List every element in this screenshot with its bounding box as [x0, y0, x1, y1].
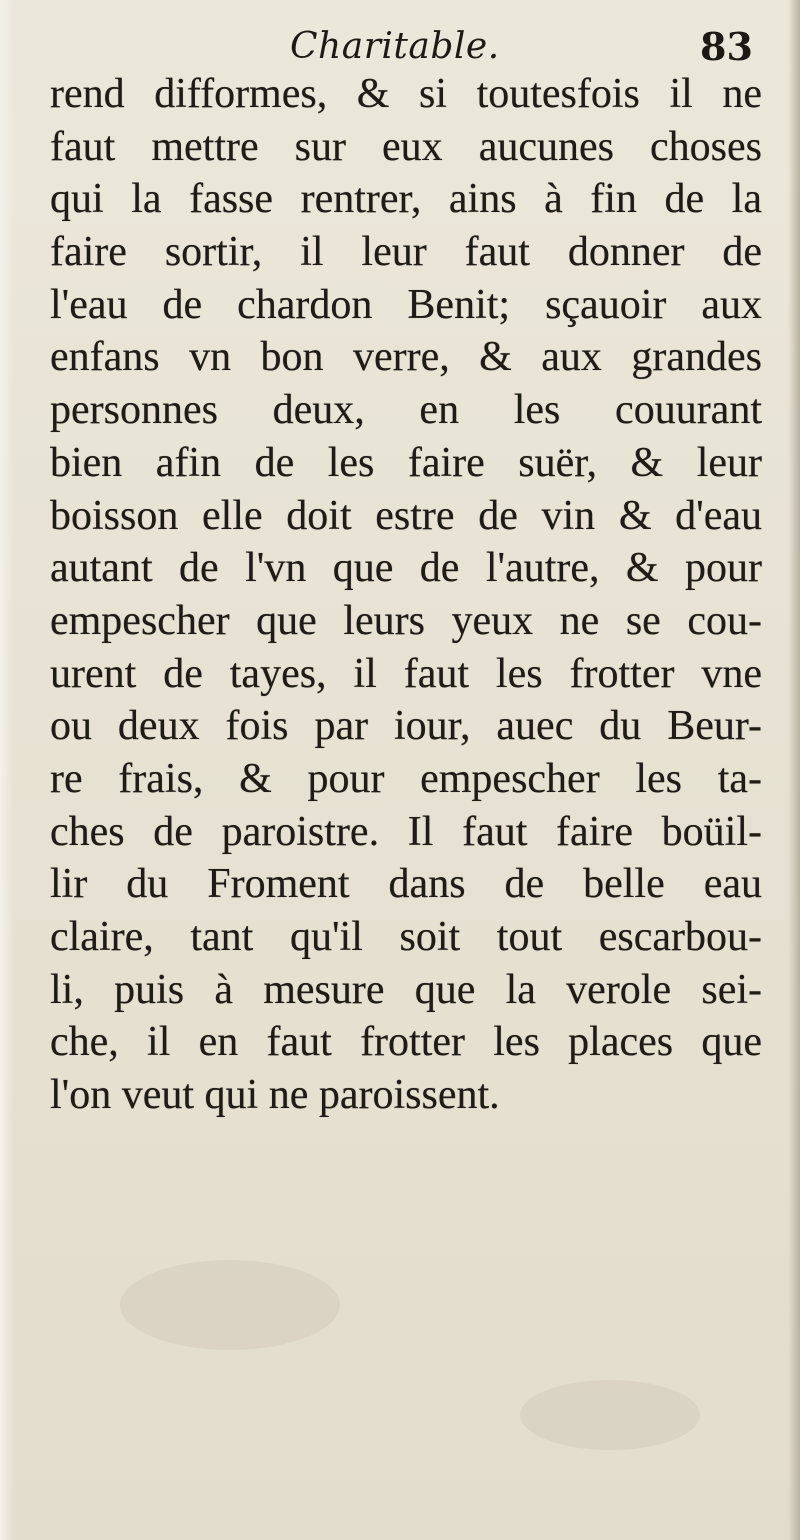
text-line: rend difformes, & si toutesfois il ne — [50, 71, 762, 117]
paper-stain — [120, 1260, 340, 1350]
text-line: faut mettre sur eux aucunes choses — [50, 123, 762, 170]
text-line: re frais, & pour empescher les ta- — [50, 755, 762, 802]
text-line: li, puis à mesure que la verole sei- — [50, 966, 762, 1013]
text-line: lir du Froment dans de belle eau — [50, 861, 762, 908]
text-line: che, il en faut frotter les places que — [50, 1019, 762, 1066]
text-line: empescher que leurs yeux ne se cou- — [50, 597, 762, 644]
running-head — [0, 22, 800, 72]
text-line: urent de tayes, il faut les frotter vne — [50, 650, 762, 697]
text-line: bien afin de les faire suër, & leur — [50, 439, 762, 486]
running-title: Charitable. — [290, 26, 500, 67]
text-line: personnes deux, en les couurant — [50, 387, 762, 434]
text-line: claire, tant qu'il soit tout escarbou- — [50, 914, 762, 960]
text-line: boisson elle doit estre de vin & d'eau — [50, 492, 762, 539]
paper-stain — [520, 1380, 700, 1450]
body-text — [50, 68, 762, 1122]
text-line: autant de l'vn que de l'autre, & pour — [50, 545, 762, 592]
text-line: ches de paroistre. Il faut faire boüil- — [50, 808, 762, 855]
page-number: 83 — [700, 24, 753, 69]
text-line: qui la fasse rentrer, ains à fin de la — [50, 176, 762, 223]
text-line: enfans vn bon verre, & aux grandes — [50, 334, 762, 381]
text-line: faire sortir, il leur faut donner de — [50, 229, 762, 276]
text-line: l'on veut qui ne paroissent. — [50, 1072, 500, 1119]
text-line: l'eau de chardon Benit; sçauoir aux — [50, 281, 762, 328]
text-line: ou deux fois par iour, auec du Beur- — [50, 703, 762, 750]
